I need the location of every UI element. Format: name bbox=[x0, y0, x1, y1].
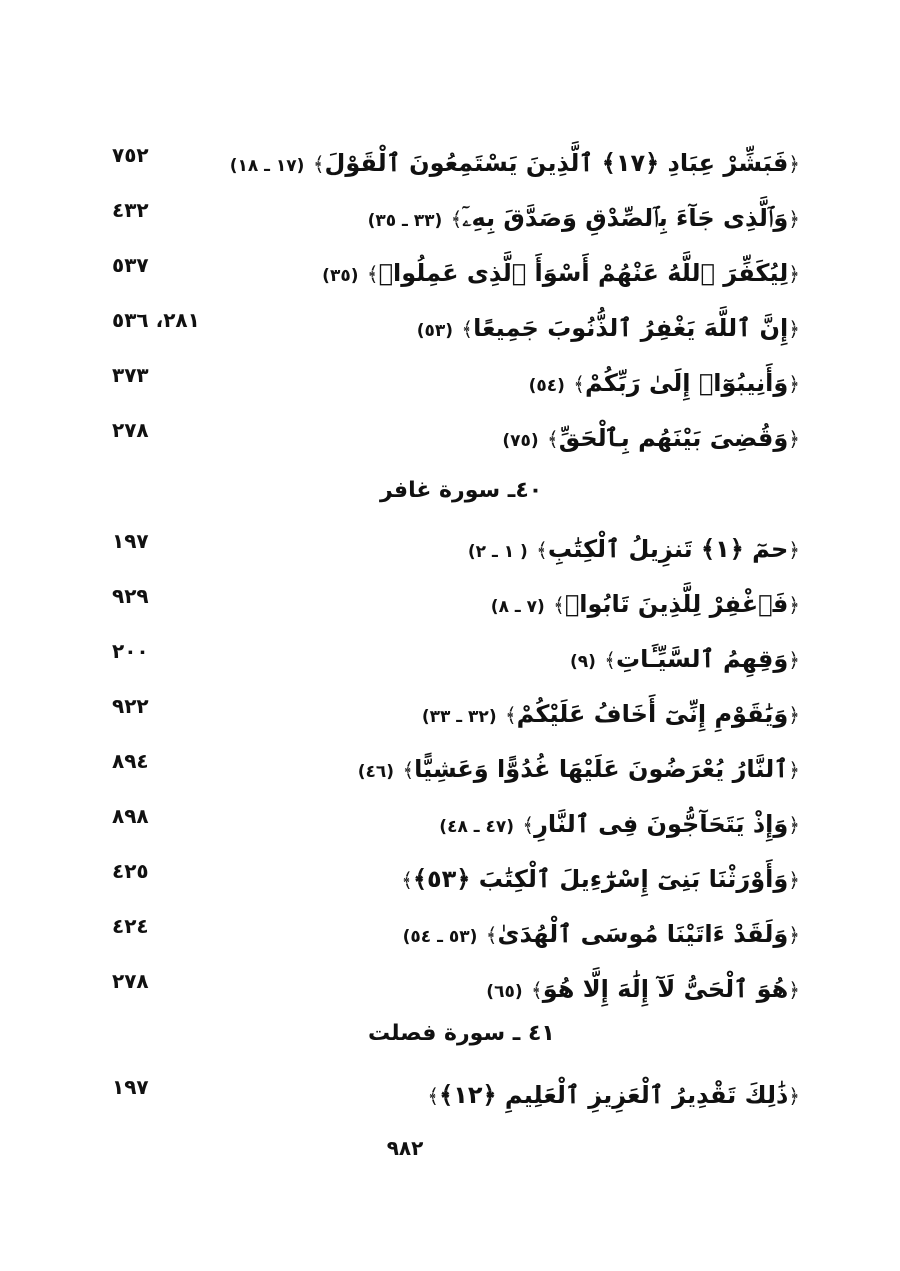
verse-text: ﴿وَأَنِيبُوٓا۟ إِلَىٰ رَبِّكُمْ﴾ (٥٤) bbox=[528, 369, 800, 397]
index-entry bbox=[100, 415, 800, 465]
verse-text: ﴿هُوَ ٱلْحَىُّ لَآ إِلَٰهَ إِلَّا هُوَ﴾ (٦٥) bbox=[486, 975, 800, 1003]
page-reference: ٥٣٧ bbox=[112, 253, 149, 277]
page-reference: ٢٧٨ bbox=[112, 969, 149, 993]
verse-text: ﴿وَقِهِمُ ٱلسَّيِّـَٔاتِ﴾ (٩) bbox=[569, 645, 800, 673]
index-entry bbox=[100, 250, 800, 300]
page-reference: ٢٨١، ٥٣٦ bbox=[112, 308, 200, 332]
page-reference: ٨٩٨ bbox=[112, 804, 149, 828]
page-reference: ٧٥٢ bbox=[112, 143, 149, 167]
surah-heading-fussilat: ٤١ ـ سورة فصلت bbox=[368, 1021, 555, 1046]
index-entry bbox=[100, 195, 800, 245]
verse-text: ﴿ذَٰلِكَ تَقْدِيرُ ٱلْعَزِيزِ ٱلْعَلِيمِ ﴿١٢﴾﴾ bbox=[427, 1081, 800, 1109]
index-entry bbox=[100, 1072, 800, 1122]
verse-text: ﴿إِنَّ ٱللَّهَ يَغْفِرُ ٱلذُّنُوبَ جَمِيعًا﴾ (٥٣) bbox=[416, 314, 800, 342]
surah-heading-ghafir: ٤٠ـ سورة غافر bbox=[380, 478, 543, 503]
verse-text: ﴿وَٱلَّذِى جَآءَ بِٱلصِّدْقِ وَصَدَّقَ بِهِۦٓ﴾ (٣٣ ـ ٣٥) bbox=[367, 204, 800, 232]
index-entry bbox=[100, 856, 800, 906]
page-reference: ٤٢٤ bbox=[112, 914, 149, 938]
page-number: ٩٨٢ bbox=[386, 1136, 424, 1160]
page-reference: ٢٠٠ bbox=[112, 639, 149, 663]
verse-text: ﴿وَلَقَدْ ءَاتَيْنَا مُوسَى ٱلْهُدَىٰ﴾ (٥٣ ـ ٥٤) bbox=[402, 920, 800, 948]
page-reference: ١٩٧ bbox=[112, 1075, 149, 1099]
index-entry bbox=[100, 911, 800, 961]
page-reference: ٢٧٨ bbox=[112, 418, 149, 442]
verse-text: ﴿وَقُضِىَ بَيْنَهُم بِٱلْحَقِّ﴾ (٧٥) bbox=[502, 424, 800, 452]
index-entry bbox=[100, 801, 800, 851]
verse-text: ﴿وَأَوْرَثْنَا بَنِىٓ إِسْرَٰٓءِيلَ ٱلْكِتَٰبَ ﴿٥٣﴾﴾ bbox=[401, 865, 800, 893]
index-entry bbox=[100, 691, 800, 741]
index-entry bbox=[100, 305, 800, 355]
verse-text: ﴿فَٱغْفِرْ لِلَّذِينَ تَابُوا۟﴾ (٧ ـ ٨) bbox=[490, 590, 800, 618]
verse-text: ﴿لِيُكَفِّرَ ٱللَّهُ عَنْهُمْ أَسْوَأَ ٱلَّذِى عَمِلُوا۟﴾ (٣٥) bbox=[322, 259, 800, 287]
page-reference: ٤٢٥ bbox=[112, 859, 149, 883]
page-reference: ٩٢٩ bbox=[112, 584, 149, 608]
index-entry bbox=[100, 636, 800, 686]
verse-text: ﴿وَيَٰقَوْمِ إِنِّىٓ أَخَافُ عَلَيْكُمْ﴾ (٣٢ ـ ٣٣) bbox=[421, 700, 800, 728]
index-entry bbox=[100, 360, 800, 410]
index-entry bbox=[100, 966, 800, 1016]
page-reference: ٤٣٢ bbox=[112, 198, 149, 222]
page-reference: ٣٧٣ bbox=[112, 363, 149, 387]
index-entry bbox=[100, 581, 800, 631]
page-reference: ٨٩٤ bbox=[112, 749, 149, 773]
index-entry bbox=[100, 140, 800, 190]
index-entry bbox=[100, 526, 800, 576]
page-reference: ٩٢٢ bbox=[112, 694, 149, 718]
verse-text: ﴿ٱلنَّارُ يُعْرَضُونَ عَلَيْهَا غُدُوًّا وَعَشِيًّا﴾ (٤٦) bbox=[357, 755, 800, 783]
verse-text: ﴿وَإِذْ يَتَحَآجُّونَ فِى ٱلنَّارِ﴾ (٤٧ ـ ٤٨) bbox=[439, 810, 800, 838]
page-reference: ١٩٧ bbox=[112, 529, 149, 553]
verse-text: ﴿حمٓ ﴿١﴾ تَنزِيلُ ٱلْكِتَٰبِ﴾ ( ١ ـ ٢) bbox=[467, 535, 800, 563]
verse-text: ﴿فَبَشِّرْ عِبَادِ ﴿١٧﴾ ٱلَّذِينَ يَسْتَمِعُونَ ٱلْقَوْلَ﴾ (١٧ ـ ١٨) bbox=[229, 149, 800, 177]
index-entry bbox=[100, 746, 800, 796]
